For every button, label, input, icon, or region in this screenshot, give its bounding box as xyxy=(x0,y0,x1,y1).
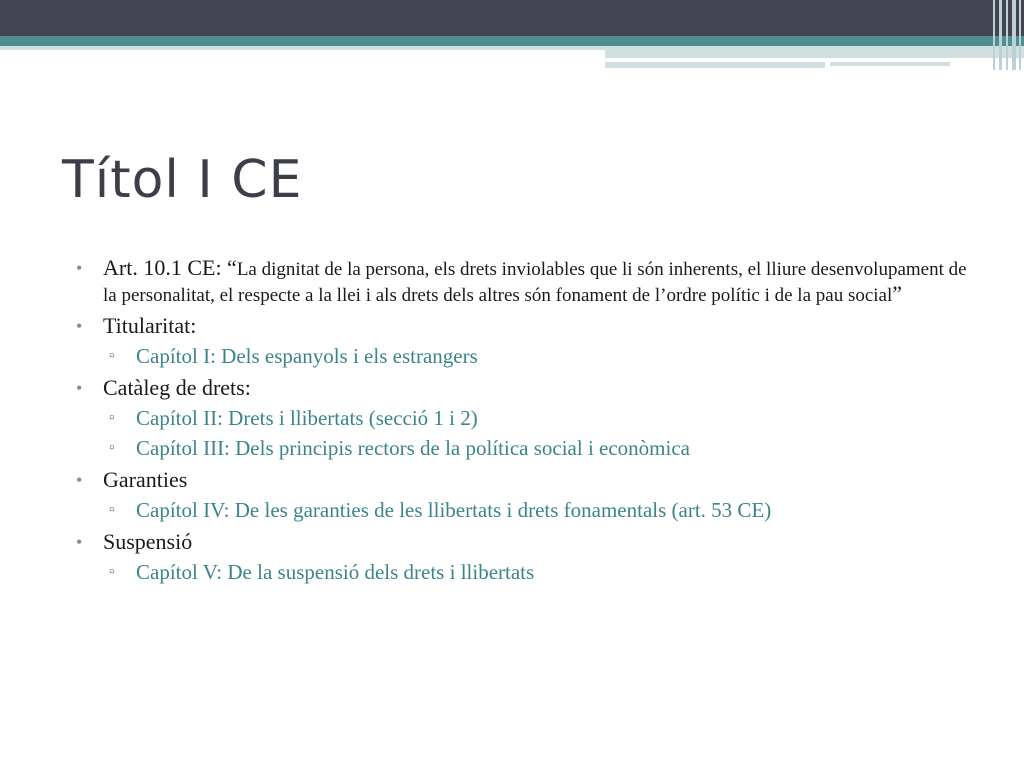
square-bullet-icon: ▫ xyxy=(109,564,115,580)
sub-item xyxy=(76,343,976,369)
bullet-label: Suspensió xyxy=(103,529,193,554)
bullet-item-suspensio xyxy=(76,529,976,555)
header-vertical-line xyxy=(999,0,1002,70)
bullet-item-cataleg xyxy=(76,375,976,401)
bullet-label: Garanties xyxy=(103,467,188,492)
header-bar xyxy=(0,0,1024,36)
header-vertical-line xyxy=(1006,0,1008,70)
sub-item-label: Capítol III: Dels principis rectors de la política social i econòmica xyxy=(136,436,690,460)
sub-item xyxy=(76,435,976,461)
bullet-icon: • xyxy=(76,258,83,278)
sub-item xyxy=(76,497,976,523)
bullet-icon: • xyxy=(76,532,83,552)
slide-content xyxy=(76,255,976,589)
sub-item-label: Capítol II: Drets i llibertats (secció 1 i 2) xyxy=(136,406,478,430)
slide-title: Títol I CE xyxy=(62,150,303,210)
header-vertical-line xyxy=(1012,0,1016,70)
square-bullet-icon: ▫ xyxy=(109,348,115,364)
header-stripe xyxy=(0,46,605,50)
sub-item-label: Capítol V: De la suspensió dels drets i llibertats xyxy=(136,560,535,584)
bullet-icon: • xyxy=(76,470,83,490)
bullet-icon: • xyxy=(76,378,83,398)
article-quote-end: ” xyxy=(892,281,903,306)
header-accent-bar xyxy=(0,36,1024,46)
header-stripe xyxy=(605,62,825,68)
bullet-item-titularitat xyxy=(76,313,976,339)
header-stripe xyxy=(830,62,950,66)
bullet-item-garanties xyxy=(76,467,976,493)
sub-item xyxy=(76,559,976,585)
bullet-icon: • xyxy=(76,316,83,336)
bullet-label: Titularitat: xyxy=(103,313,197,338)
sub-item-label: Capítol I: Dels espanyols i els estrangers xyxy=(136,344,478,368)
square-bullet-icon: ▫ xyxy=(109,440,115,456)
header-vertical-line xyxy=(1019,0,1021,70)
header-vertical-line xyxy=(993,0,995,70)
article-label: Art. 10.1 CE: “ xyxy=(103,255,237,280)
header-stripe xyxy=(605,46,1024,58)
bullet-label: Catàleg de drets: xyxy=(103,375,251,400)
square-bullet-icon: ▫ xyxy=(109,410,115,426)
square-bullet-icon: ▫ xyxy=(109,502,115,518)
sub-item-label: Capítol IV: De les garanties de les llibertats i drets fonamentals (art. 53 CE) xyxy=(136,498,772,522)
article-quote: La dignitat de la persona, els drets inviolables que li són inherents, el lliure desenvolupament de la personalitat, el respecte a la llei i als drets dels altres són fonament de l’ordre polític i de la pau social xyxy=(103,259,967,306)
bullet-item-article xyxy=(76,255,976,307)
sub-item xyxy=(76,405,976,431)
